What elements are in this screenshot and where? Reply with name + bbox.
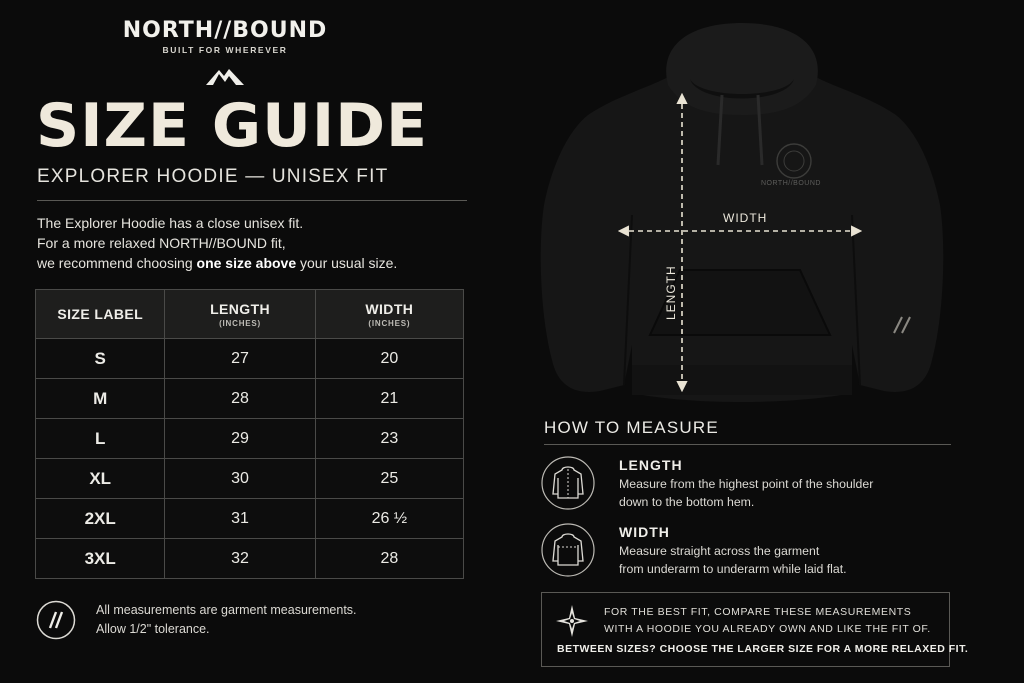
how-to-measure-title: HOW TO MEASURE [544, 418, 719, 437]
width-cell: 26 ½ [315, 499, 463, 539]
table-row [36, 539, 464, 579]
header-width [315, 290, 463, 339]
length-cell: 30 [165, 459, 315, 499]
length-cell: 31 [165, 499, 315, 539]
page-title: SIZE GUIDE [36, 91, 429, 161]
size-cell: XL [36, 459, 165, 499]
width-cell: 21 [315, 379, 463, 419]
size-cell: M [36, 379, 165, 419]
size-cell: L [36, 419, 165, 459]
tip-line: WITH A HOODIE YOU ALREADY OWN AND LIKE THE FIT OF. [604, 623, 931, 635]
width-cell: 25 [315, 459, 463, 499]
width-heading: WIDTH [619, 524, 670, 540]
note-line: All measurements are garment measurements. [96, 603, 357, 617]
width-instructions [619, 542, 847, 578]
table-row [36, 339, 464, 379]
instruction-line: from underarm to underarm while laid flat. [619, 562, 847, 576]
intro-line [37, 253, 397, 273]
intro-line: The Explorer Hoodie has a close unisex fit. [37, 215, 304, 231]
length-label: LENGTH [664, 265, 678, 320]
table-row [36, 499, 464, 539]
table-row [36, 459, 464, 499]
brand-name: NORTH//BOUND [122, 18, 328, 43]
header-unit: (INCHES) [368, 318, 411, 328]
width-label: WIDTH [723, 211, 768, 225]
fit-tip-text [604, 604, 931, 638]
instruction-line: down to the bottom hem. [619, 495, 755, 509]
hoodie-length-icon [541, 456, 595, 510]
size-cell: 3XL [36, 539, 165, 579]
header-unit: (INCHES) [219, 318, 262, 328]
intro-text [37, 213, 397, 273]
product-subtitle: EXPLORER HOODIE — UNISEX FIT [37, 166, 389, 187]
brand-logo [110, 18, 340, 55]
length-cell: 32 [165, 539, 315, 579]
hoodie-width-icon [541, 523, 595, 577]
note-line: Allow 1/2" tolerance. [96, 622, 210, 636]
header-label: LENGTH [210, 300, 271, 317]
intro-line: For a more relaxed NORTH//BOUND fit, [37, 235, 286, 251]
length-instructions [619, 475, 873, 511]
brand-tagline: BUILT FOR WHEREVER [162, 45, 288, 55]
tip-line: FOR THE BEST FIT, COMPARE THESE MEASUREMENTS [604, 606, 912, 618]
compass-star-icon [555, 604, 589, 638]
size-cell: 2XL [36, 499, 165, 539]
divider [37, 200, 467, 201]
table-row [36, 419, 464, 459]
table-row [36, 379, 464, 419]
size-cell: S [36, 339, 165, 379]
instruction-line: Measure straight across the garment [619, 544, 820, 558]
length-cell: 29 [165, 419, 315, 459]
hoodie-hood [666, 23, 818, 115]
size-table [35, 289, 464, 579]
fit-tip-emphasis: BETWEEN SIZES? CHOOSE THE LARGER SIZE FOR A MORE RELAXED FIT. [557, 643, 969, 655]
length-heading: LENGTH [619, 457, 683, 473]
header-label: SIZE LABEL [57, 306, 144, 322]
header-label: WIDTH [365, 300, 414, 317]
length-cell: 28 [165, 379, 315, 419]
width-cell: 28 [315, 539, 463, 579]
chest-logo-text: NORTH//BOUND [761, 180, 821, 187]
width-cell: 23 [315, 419, 463, 459]
header-size-label [36, 290, 165, 339]
measurement-note [96, 601, 357, 639]
length-cell: 27 [165, 339, 315, 379]
header-length [165, 290, 315, 339]
divider [544, 444, 951, 445]
intro-text-segment: your usual size. [296, 255, 398, 271]
mountain-icon [205, 66, 245, 86]
double-slash-icon [36, 600, 76, 640]
width-cell: 20 [315, 339, 463, 379]
instruction-line: Measure from the highest point of the shoulder [619, 477, 874, 491]
intro-emphasis: one size above [196, 255, 297, 271]
table-header-row [36, 290, 464, 339]
hoodie-body [541, 77, 944, 402]
intro-text-segment: we recommend choosing [37, 255, 197, 271]
